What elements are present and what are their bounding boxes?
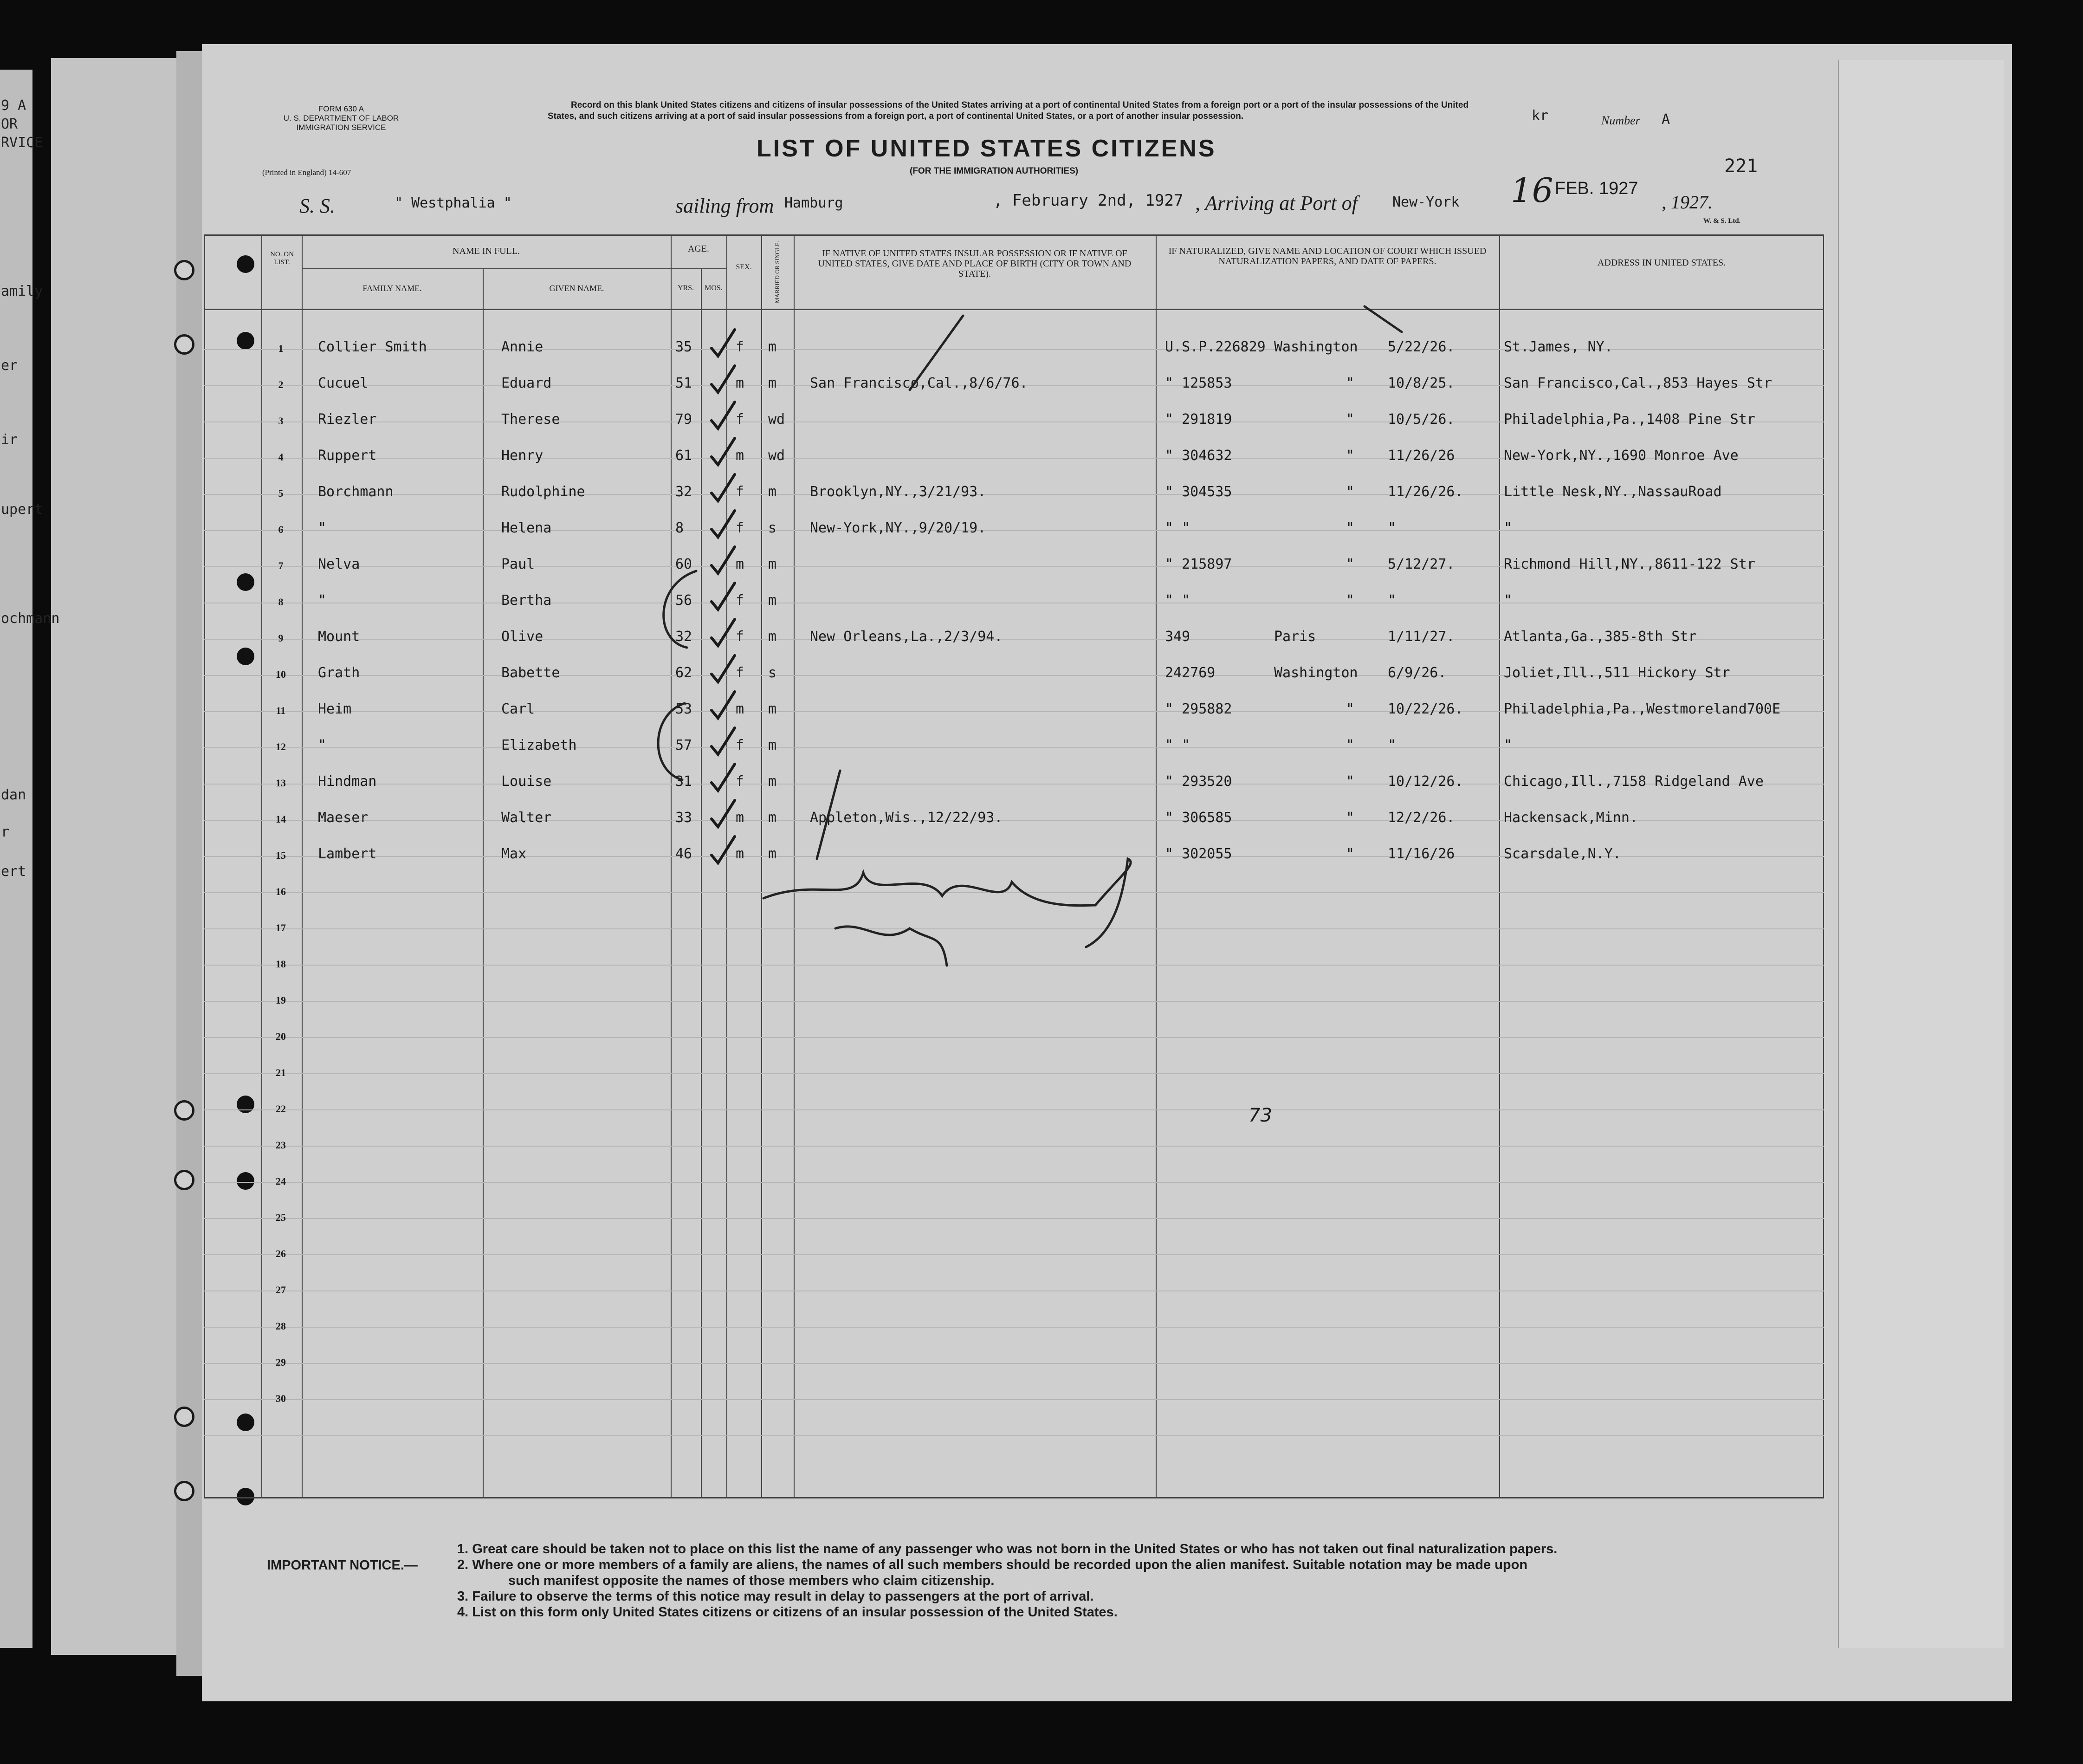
row-number: 11 xyxy=(276,705,286,716)
cell-court: " xyxy=(1346,411,1355,428)
cell-family: " xyxy=(318,592,327,609)
cell-address: San Francisco,Cal.,853 Hayes Str xyxy=(1504,375,1772,391)
cell-family: Grath xyxy=(318,665,360,681)
cell-given: Helena xyxy=(501,520,552,536)
cell-age: 79 xyxy=(675,411,692,428)
cell-given: Annie xyxy=(501,339,543,355)
cell-court: " xyxy=(1346,810,1355,826)
cell-court: " xyxy=(1346,447,1355,464)
edge-fragment: upert xyxy=(1,501,43,518)
cell-age: 57 xyxy=(675,737,692,753)
edge-fragment: OR xyxy=(1,116,18,132)
notice-item-2-cont: such manifest opposite the names of those members who claim citizenship. xyxy=(508,1573,995,1588)
cell-family: Cucuel xyxy=(318,375,369,391)
cell-ms: wd xyxy=(768,411,785,428)
cell-ms: m xyxy=(768,375,777,391)
row-number: 8 xyxy=(278,596,284,608)
cell-age: 46 xyxy=(675,846,692,862)
cell-age: 8 xyxy=(675,520,684,536)
cell-ms: s xyxy=(768,520,777,536)
cell-address: Scarsdale,N.Y. xyxy=(1504,846,1621,862)
row-number: 4 xyxy=(278,451,284,463)
cell-ms: m xyxy=(768,484,777,500)
row-number: 30 xyxy=(276,1393,286,1404)
cell-address: Philadelphia,Pa.,Westmoreland700E xyxy=(1504,701,1781,717)
cell-date: 6/9/26. xyxy=(1388,665,1447,681)
col-head-naturalized: IF NATURALIZED, GIVE NAME AND LOCATION OF COURT WHICH ISSUED NATURALIZATION PAPERS, AND DATE OF PAPERS. xyxy=(1168,246,1487,266)
cell-nat-no: " 304535 xyxy=(1165,484,1232,500)
bracket-mark xyxy=(658,703,685,780)
cell-address: Little Nesk,NY.,NassauRoad xyxy=(1504,484,1722,500)
edge-fragment: 9 A xyxy=(1,97,26,114)
cell-sex: f xyxy=(736,737,744,753)
cell-sex: f xyxy=(736,520,744,536)
cell-address: Richmond Hill,NY.,8611-122 Str xyxy=(1504,556,1755,572)
cell-given: Babette xyxy=(501,665,560,681)
notice-item-1: 1. Great care should be taken not to place on this list the name of any passenger who was not born in the United States or who has not taken out final naturalization papers. xyxy=(457,1542,1558,1556)
cell-given: Bertha xyxy=(501,592,552,609)
cell-court: Washington xyxy=(1274,665,1358,681)
cell-court: " xyxy=(1346,846,1355,862)
edge-fragment: ir xyxy=(1,432,18,448)
col-head-mos: MOS. xyxy=(705,284,723,292)
cell-age: 32 xyxy=(675,484,692,500)
arrival-day-handwritten: 16 xyxy=(1511,171,1553,210)
cell-nat-no: " 302055 xyxy=(1165,846,1232,862)
cell-family: Heim xyxy=(318,701,352,717)
number-value: A xyxy=(1662,111,1670,128)
sailing-port: Hamburg xyxy=(784,195,843,211)
row-number: 18 xyxy=(276,958,286,970)
cell-sex: m xyxy=(736,375,744,391)
row-number: 7 xyxy=(278,560,284,571)
row-number: 13 xyxy=(276,777,286,789)
page-number: 221 xyxy=(1724,156,1758,177)
row-number: 29 xyxy=(276,1356,286,1368)
cell-ms: m xyxy=(768,629,777,645)
printed-note: (Printed in England) 14-607 xyxy=(262,168,351,177)
row-number: 27 xyxy=(276,1284,286,1296)
cell-sex: m xyxy=(736,846,744,862)
cell-ms: m xyxy=(768,339,777,355)
cell-nat-no: " 125853 xyxy=(1165,375,1232,391)
cell-family: Hindman xyxy=(318,773,377,790)
cell-sex: f xyxy=(736,592,744,609)
cell-address: St.James, NY. xyxy=(1504,339,1613,355)
notice-item-4: 4. List on this form only United States citizens or citizens of an insular possession of the United States. xyxy=(457,1605,1118,1620)
cell-nat-no: " 215897 xyxy=(1165,556,1232,572)
cell-sex: f xyxy=(736,629,744,645)
row-number: 20 xyxy=(276,1031,286,1042)
cell-sex: f xyxy=(736,484,744,500)
row-number: 26 xyxy=(276,1248,286,1259)
cell-address: Chicago,Ill.,7158 Ridgeland Ave xyxy=(1504,773,1764,790)
cell-date: " xyxy=(1388,592,1397,609)
row-number: 9 xyxy=(278,632,284,644)
row-number: 21 xyxy=(276,1067,286,1078)
row-number: 28 xyxy=(276,1320,286,1332)
cell-ms: wd xyxy=(768,447,785,464)
arrival-date-stamp: FEB. 1927 xyxy=(1555,179,1638,198)
edge-fragment: ochmann xyxy=(1,610,60,627)
cell-date: 5/22/26. xyxy=(1388,339,1455,355)
cell-family: Maeser xyxy=(318,810,369,826)
cell-age: 32 xyxy=(675,629,692,645)
row-number: 10 xyxy=(276,668,286,680)
bracket-mark xyxy=(664,571,696,648)
cell-age: 61 xyxy=(675,447,692,464)
cell-court: " xyxy=(1346,375,1355,391)
cell-nat-no: " " xyxy=(1165,592,1190,609)
cell-sex: f xyxy=(736,411,744,428)
cell-family: " xyxy=(318,520,327,536)
cell-age: 33 xyxy=(675,810,692,826)
cell-age: 51 xyxy=(675,375,692,391)
col-head-no: NO. ON LIST. xyxy=(270,251,294,266)
cell-date: 11/26/26 xyxy=(1388,447,1455,464)
col-head-yrs: YRS. xyxy=(677,284,694,292)
cell-ms: m xyxy=(768,556,777,572)
col-head-age: AGE. xyxy=(687,244,710,254)
cell-address: Joliet,Ill.,511 Hickory Str xyxy=(1504,665,1730,681)
edge-fragment: amily xyxy=(1,283,43,299)
cell-nat-no: " " xyxy=(1165,520,1190,536)
margin-note: 73 xyxy=(1249,1105,1272,1126)
row-number: 3 xyxy=(278,415,284,427)
cell-sex: m xyxy=(736,701,744,717)
cell-date: 1/11/27. xyxy=(1388,629,1455,645)
edge-fragment: dan xyxy=(1,787,26,803)
cell-nat-no: " 295882 xyxy=(1165,701,1232,717)
edge-fragment: er xyxy=(1,357,18,374)
cell-ms: m xyxy=(768,592,777,609)
cell-birth: New-York,NY.,9/20/19. xyxy=(810,520,986,536)
sailing-label: sailing from xyxy=(675,195,774,217)
cell-given: Max xyxy=(501,846,527,862)
cell-sex: m xyxy=(736,447,744,464)
cell-sex: f xyxy=(736,665,744,681)
cell-family: Mount xyxy=(318,629,360,645)
cell-ms: m xyxy=(768,846,777,862)
form-number: FORM 630 A xyxy=(318,104,364,113)
cell-date: 5/12/27. xyxy=(1388,556,1455,572)
notice-heading: IMPORTANT NOTICE.— xyxy=(267,1558,418,1573)
page-subtitle: (FOR THE IMMIGRATION AUTHORITIES) xyxy=(910,166,1079,176)
col-head-name: NAME IN FULL. xyxy=(453,246,520,256)
cell-address: Philadelphia,Pa.,1408 Pine Str xyxy=(1504,411,1755,428)
arrival-port: New-York xyxy=(1392,194,1460,210)
cell-date: " xyxy=(1388,520,1397,536)
row-number: 12 xyxy=(276,741,286,752)
cell-family: Ruppert xyxy=(318,447,377,464)
row-number: 14 xyxy=(276,813,286,825)
department-name: U. S. DEPARTMENT OF LABOR xyxy=(283,114,399,123)
cell-family: Nelva xyxy=(318,556,360,572)
cell-family: Lambert xyxy=(318,846,377,862)
cell-court: " xyxy=(1346,737,1355,753)
arrival-year-prefix: , 19 xyxy=(1662,192,1689,213)
cell-given: Paul xyxy=(501,556,535,572)
cell-age: 62 xyxy=(675,665,692,681)
col-head-address: ADDRESS IN UNITED STATES. xyxy=(1597,258,1726,268)
cell-family: " xyxy=(318,737,327,753)
cell-age: 31 xyxy=(675,773,692,790)
row-number: 6 xyxy=(278,524,284,535)
row-number: 23 xyxy=(276,1139,286,1151)
cell-date: 11/16/26 xyxy=(1388,846,1455,862)
cell-given: Eduard xyxy=(501,375,552,391)
cell-given: Louise xyxy=(501,773,552,790)
cell-age: 53 xyxy=(675,701,692,717)
arriving-label: , Arriving at Port of xyxy=(1195,192,1358,214)
row-number: 1 xyxy=(278,343,284,354)
cell-nat-no: U.S.P.226829 xyxy=(1165,339,1266,355)
signature-date-scrawl xyxy=(835,927,947,966)
cell-nat-no: " 291819 xyxy=(1165,411,1232,428)
col-head-sex: SEX. xyxy=(736,263,752,271)
row-number: 15 xyxy=(276,850,286,861)
departure-year: 27 xyxy=(1164,191,1184,210)
cell-court: Washington xyxy=(1274,339,1358,355)
cell-birth: San Francisco,Cal.,8/6/76. xyxy=(810,375,1028,391)
cell-family: Borchmann xyxy=(318,484,394,500)
cell-address: Atlanta,Ga.,385-8th Str xyxy=(1504,629,1697,645)
cell-family: Collier Smith xyxy=(318,339,427,355)
cell-ms: m xyxy=(768,737,777,753)
col-head-family: FAMILY NAME. xyxy=(362,284,422,293)
cell-court: " xyxy=(1346,556,1355,572)
arrival-year-value: 27. xyxy=(1689,192,1713,213)
cell-court: " xyxy=(1346,592,1355,609)
cell-family: Riezler xyxy=(318,411,377,428)
ship-name: " Westphalia " xyxy=(395,195,512,211)
cell-ms: s xyxy=(768,665,777,681)
number-label: Number xyxy=(1601,114,1640,127)
cell-nat-no: 242769 xyxy=(1165,665,1216,681)
cell-birth: Brooklyn,NY.,3/21/93. xyxy=(810,484,986,500)
pen-stroke xyxy=(1365,306,1402,332)
cell-ms: m xyxy=(768,701,777,717)
cell-birth: New Orleans,La.,2/3/94. xyxy=(810,629,1003,645)
cell-sex: m xyxy=(736,556,744,572)
cell-nat-no: " 293520 xyxy=(1165,773,1232,790)
cell-date: 10/5/26. xyxy=(1388,411,1455,428)
edge-fragment: r xyxy=(1,824,10,840)
notice-items xyxy=(457,1541,1826,1620)
cell-date: 10/8/25. xyxy=(1388,375,1455,391)
cell-court: " xyxy=(1346,773,1355,790)
pen-stroke xyxy=(910,316,963,390)
cell-sex: f xyxy=(736,339,744,355)
cell-ms: m xyxy=(768,773,777,790)
row-number: 2 xyxy=(278,379,284,390)
cell-given: Olive xyxy=(501,629,543,645)
cell-nat-no: " 306585 xyxy=(1165,810,1232,826)
cell-age: 35 xyxy=(675,339,692,355)
cell-address: " xyxy=(1504,592,1513,609)
cell-address: " xyxy=(1504,737,1513,753)
col-head-married: MARRIED OR SINGLE. xyxy=(774,241,781,303)
row-number: 16 xyxy=(276,886,286,897)
row-number: 25 xyxy=(276,1212,286,1223)
row-number: 19 xyxy=(276,994,286,1006)
service-name: IMMIGRATION SERVICE xyxy=(296,123,386,132)
page-title: LIST OF UNITED STATES CITIZENS xyxy=(757,135,1216,162)
cell-sex: f xyxy=(736,773,744,790)
row-number: 17 xyxy=(276,922,286,934)
cell-given: Therese xyxy=(501,411,560,428)
record-instructions: Record on this blank United States citizens and citizens of insular possessions of the United States arriving at a port of continental United States from a foreign port or a port of the insular possessions of the United States, and such citizens arriving at a port of said insular possessions from a foreign port, a port of continental United States, or a port of another insular possession. xyxy=(548,100,1469,121)
edge-fragment: RVICE xyxy=(1,135,43,151)
cell-address: Hackensack,Minn. xyxy=(1504,810,1638,826)
row-number: 22 xyxy=(276,1103,286,1115)
cell-court: " xyxy=(1346,701,1355,717)
cell-given: Walter xyxy=(501,810,552,826)
cell-nat-no: " 304632 xyxy=(1165,447,1232,464)
cell-given: Henry xyxy=(501,447,543,464)
edge-fragment: ert xyxy=(1,863,26,880)
printer-mark: W. & S. Ltd. xyxy=(1703,217,1741,225)
col-head-given: GIVEN NAME. xyxy=(549,284,604,293)
pen-stroke xyxy=(817,771,840,859)
cell-court: " xyxy=(1346,484,1355,500)
cell-date: 10/22/26. xyxy=(1388,701,1463,717)
signature-scrawl xyxy=(763,859,1131,947)
departure-date-text: , February 2nd, 19 xyxy=(993,191,1164,210)
row-number: 5 xyxy=(278,487,284,499)
notice-item-2: 2. Where one or more members of a family are aliens, the names of all such members should be recorded upon the alien manifest. Suitable notation may be made upon xyxy=(457,1557,1528,1572)
cell-birth: Appleton,Wis.,12/22/93. xyxy=(810,810,1003,826)
cell-date: " xyxy=(1388,737,1397,753)
cell-date: 10/12/26. xyxy=(1388,773,1463,790)
col-head-birth: IF NATIVE OF UNITED STATES INSULAR POSSESSION OR IF NATIVE OF UNITED STATES, GIVE DATE AND PLACE OF BIRTH (CITY OR TOWN AND STATE). xyxy=(818,248,1132,279)
row-number: 24 xyxy=(276,1175,286,1187)
ss-label: S. S. xyxy=(299,195,335,217)
cell-age: 56 xyxy=(675,592,692,609)
cell-court: " xyxy=(1346,520,1355,536)
notice-item-3: 3. Failure to observe the terms of this notice may result in delay to passengers at the port of arrival. xyxy=(457,1589,1094,1604)
cell-given: Carl xyxy=(501,701,535,717)
cell-court: Paris xyxy=(1274,629,1316,645)
cell-given: Elizabeth xyxy=(501,737,577,753)
cell-age: 60 xyxy=(675,556,692,572)
kr-mark: kr xyxy=(1532,108,1549,124)
cell-nat-no: 349 xyxy=(1165,629,1190,645)
cell-given: Rudolphine xyxy=(501,484,585,500)
cell-sex: m xyxy=(736,810,744,826)
cell-address: New-York,NY.,1690 Monroe Ave xyxy=(1504,447,1739,464)
cell-ms: m xyxy=(768,810,777,826)
cell-date: 11/26/26. xyxy=(1388,484,1463,500)
cell-date: 12/2/26. xyxy=(1388,810,1455,826)
cell-address: " xyxy=(1504,520,1513,536)
cell-nat-no: " " xyxy=(1165,737,1190,753)
